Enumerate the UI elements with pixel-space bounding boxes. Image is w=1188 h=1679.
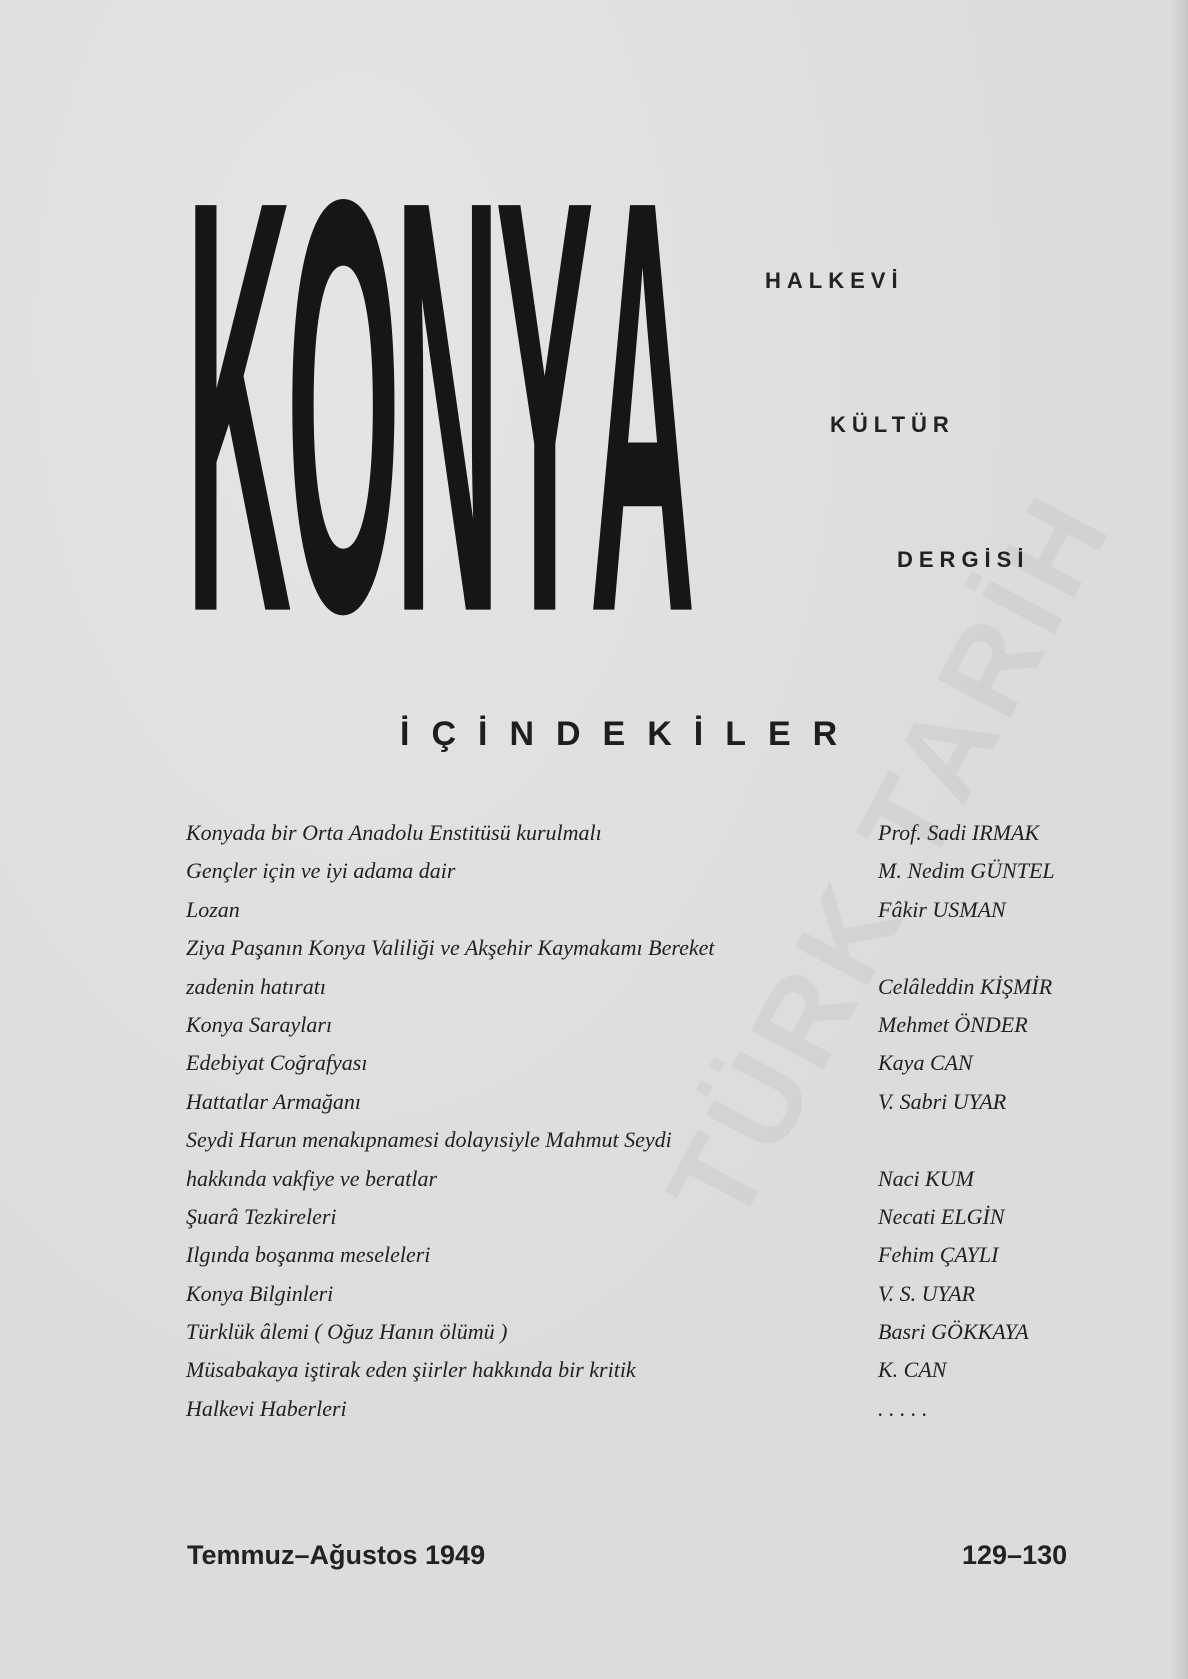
table-of-contents bbox=[186, 820, 1126, 1434]
article-author: Celâleddin KİŞMİR bbox=[878, 973, 1053, 999]
article-author: K. CAN bbox=[878, 1357, 947, 1383]
article-author: Fâkir USMAN bbox=[878, 896, 1006, 922]
article-author: M. Nedim GÜNTEL bbox=[878, 858, 1055, 884]
issue-date: Temmuz–Ağustos 1949 bbox=[187, 1540, 486, 1570]
article-author: V. S. UYAR bbox=[878, 1280, 976, 1306]
article-author: . . . . . bbox=[878, 1395, 928, 1421]
article-author: V. Sabri UYAR bbox=[878, 1088, 1007, 1114]
article-title: Türklük âlemi ( Oğuz Hanın ölümü ) bbox=[186, 1319, 508, 1345]
masthead-kultur: KÜLTÜR bbox=[830, 412, 955, 437]
article-title: zadenin hatıratı bbox=[186, 973, 326, 999]
logo-letter-a: A bbox=[589, 76, 696, 736]
article-title: Ziya Paşanın Konya Valiliği ve Akşehir Kaymakamı Bereket bbox=[186, 935, 715, 961]
masthead-dergisi: DERGİSİ bbox=[897, 547, 1030, 572]
contents-row bbox=[186, 1281, 1126, 1319]
article-title: Lozan bbox=[186, 896, 240, 922]
masthead-halkevi: HALKEVİ bbox=[765, 268, 904, 293]
article-author: Basri GÖKKAYA bbox=[878, 1319, 1029, 1345]
issue-number: 129–130 bbox=[962, 1540, 1068, 1570]
contents-row bbox=[186, 1089, 1126, 1127]
article-author: Prof. Sadi IRMAK bbox=[878, 820, 1040, 845]
article-author: Necati ELGİN bbox=[878, 1203, 1005, 1229]
article-title: Konyada bir Orta Anadolu Enstitüsü kurulmalı bbox=[186, 820, 602, 845]
konya-logo bbox=[185, 76, 696, 736]
contents-row bbox=[186, 1012, 1126, 1050]
article-title: Şuarâ Tezkireleri bbox=[186, 1203, 337, 1229]
contents-row bbox=[186, 897, 1126, 935]
contents-row bbox=[186, 1357, 1126, 1395]
contents-row bbox=[186, 820, 1126, 858]
contents-heading: İÇİNDEKİLER bbox=[400, 715, 860, 753]
article-author: Kaya CAN bbox=[878, 1050, 973, 1076]
article-title: Edebiyat Coğrafyası bbox=[186, 1050, 368, 1076]
contents-row bbox=[186, 1242, 1126, 1280]
contents-row bbox=[186, 1396, 1126, 1434]
contents-row bbox=[186, 1204, 1126, 1242]
page-edge-shadow bbox=[1170, 0, 1188, 1679]
article-title: Seydi Harun menakıpnamesi dolayısiyle Mahmut Seydi bbox=[186, 1127, 672, 1153]
logo-letter-o: O bbox=[285, 76, 401, 736]
article-title: Halkevi Haberleri bbox=[186, 1395, 347, 1421]
contents-row bbox=[186, 1127, 1126, 1165]
article-title: Hattatlar Armağanı bbox=[186, 1088, 362, 1114]
article-title: Konya Sarayları bbox=[186, 1011, 333, 1037]
contents-row bbox=[186, 858, 1126, 896]
contents-row bbox=[186, 1319, 1126, 1357]
contents-row bbox=[186, 1050, 1126, 1088]
article-author: Fehim ÇAYLI bbox=[878, 1242, 999, 1268]
logo-letter-k: K bbox=[185, 76, 292, 736]
article-title: Konya Bilginleri bbox=[186, 1280, 334, 1306]
contents-row bbox=[186, 935, 1126, 973]
article-title: Müsabakaya iştirak eden şiirler hakkında bir kritik bbox=[186, 1357, 636, 1383]
article-title: Ilgında boşanma meseleleri bbox=[186, 1242, 431, 1268]
article-title: Gençler için ve iyi adama dair bbox=[186, 858, 456, 884]
article-author: Mehmet ÖNDER bbox=[878, 1011, 1028, 1037]
contents-row bbox=[186, 974, 1126, 1012]
logo-letter-n: N bbox=[394, 76, 501, 736]
article-title: hakkında vakfiye ve beratlar bbox=[186, 1165, 438, 1191]
logo-letter-y: Y bbox=[495, 76, 594, 736]
contents-row bbox=[186, 1166, 1126, 1204]
article-author: Naci KUM bbox=[878, 1165, 974, 1191]
